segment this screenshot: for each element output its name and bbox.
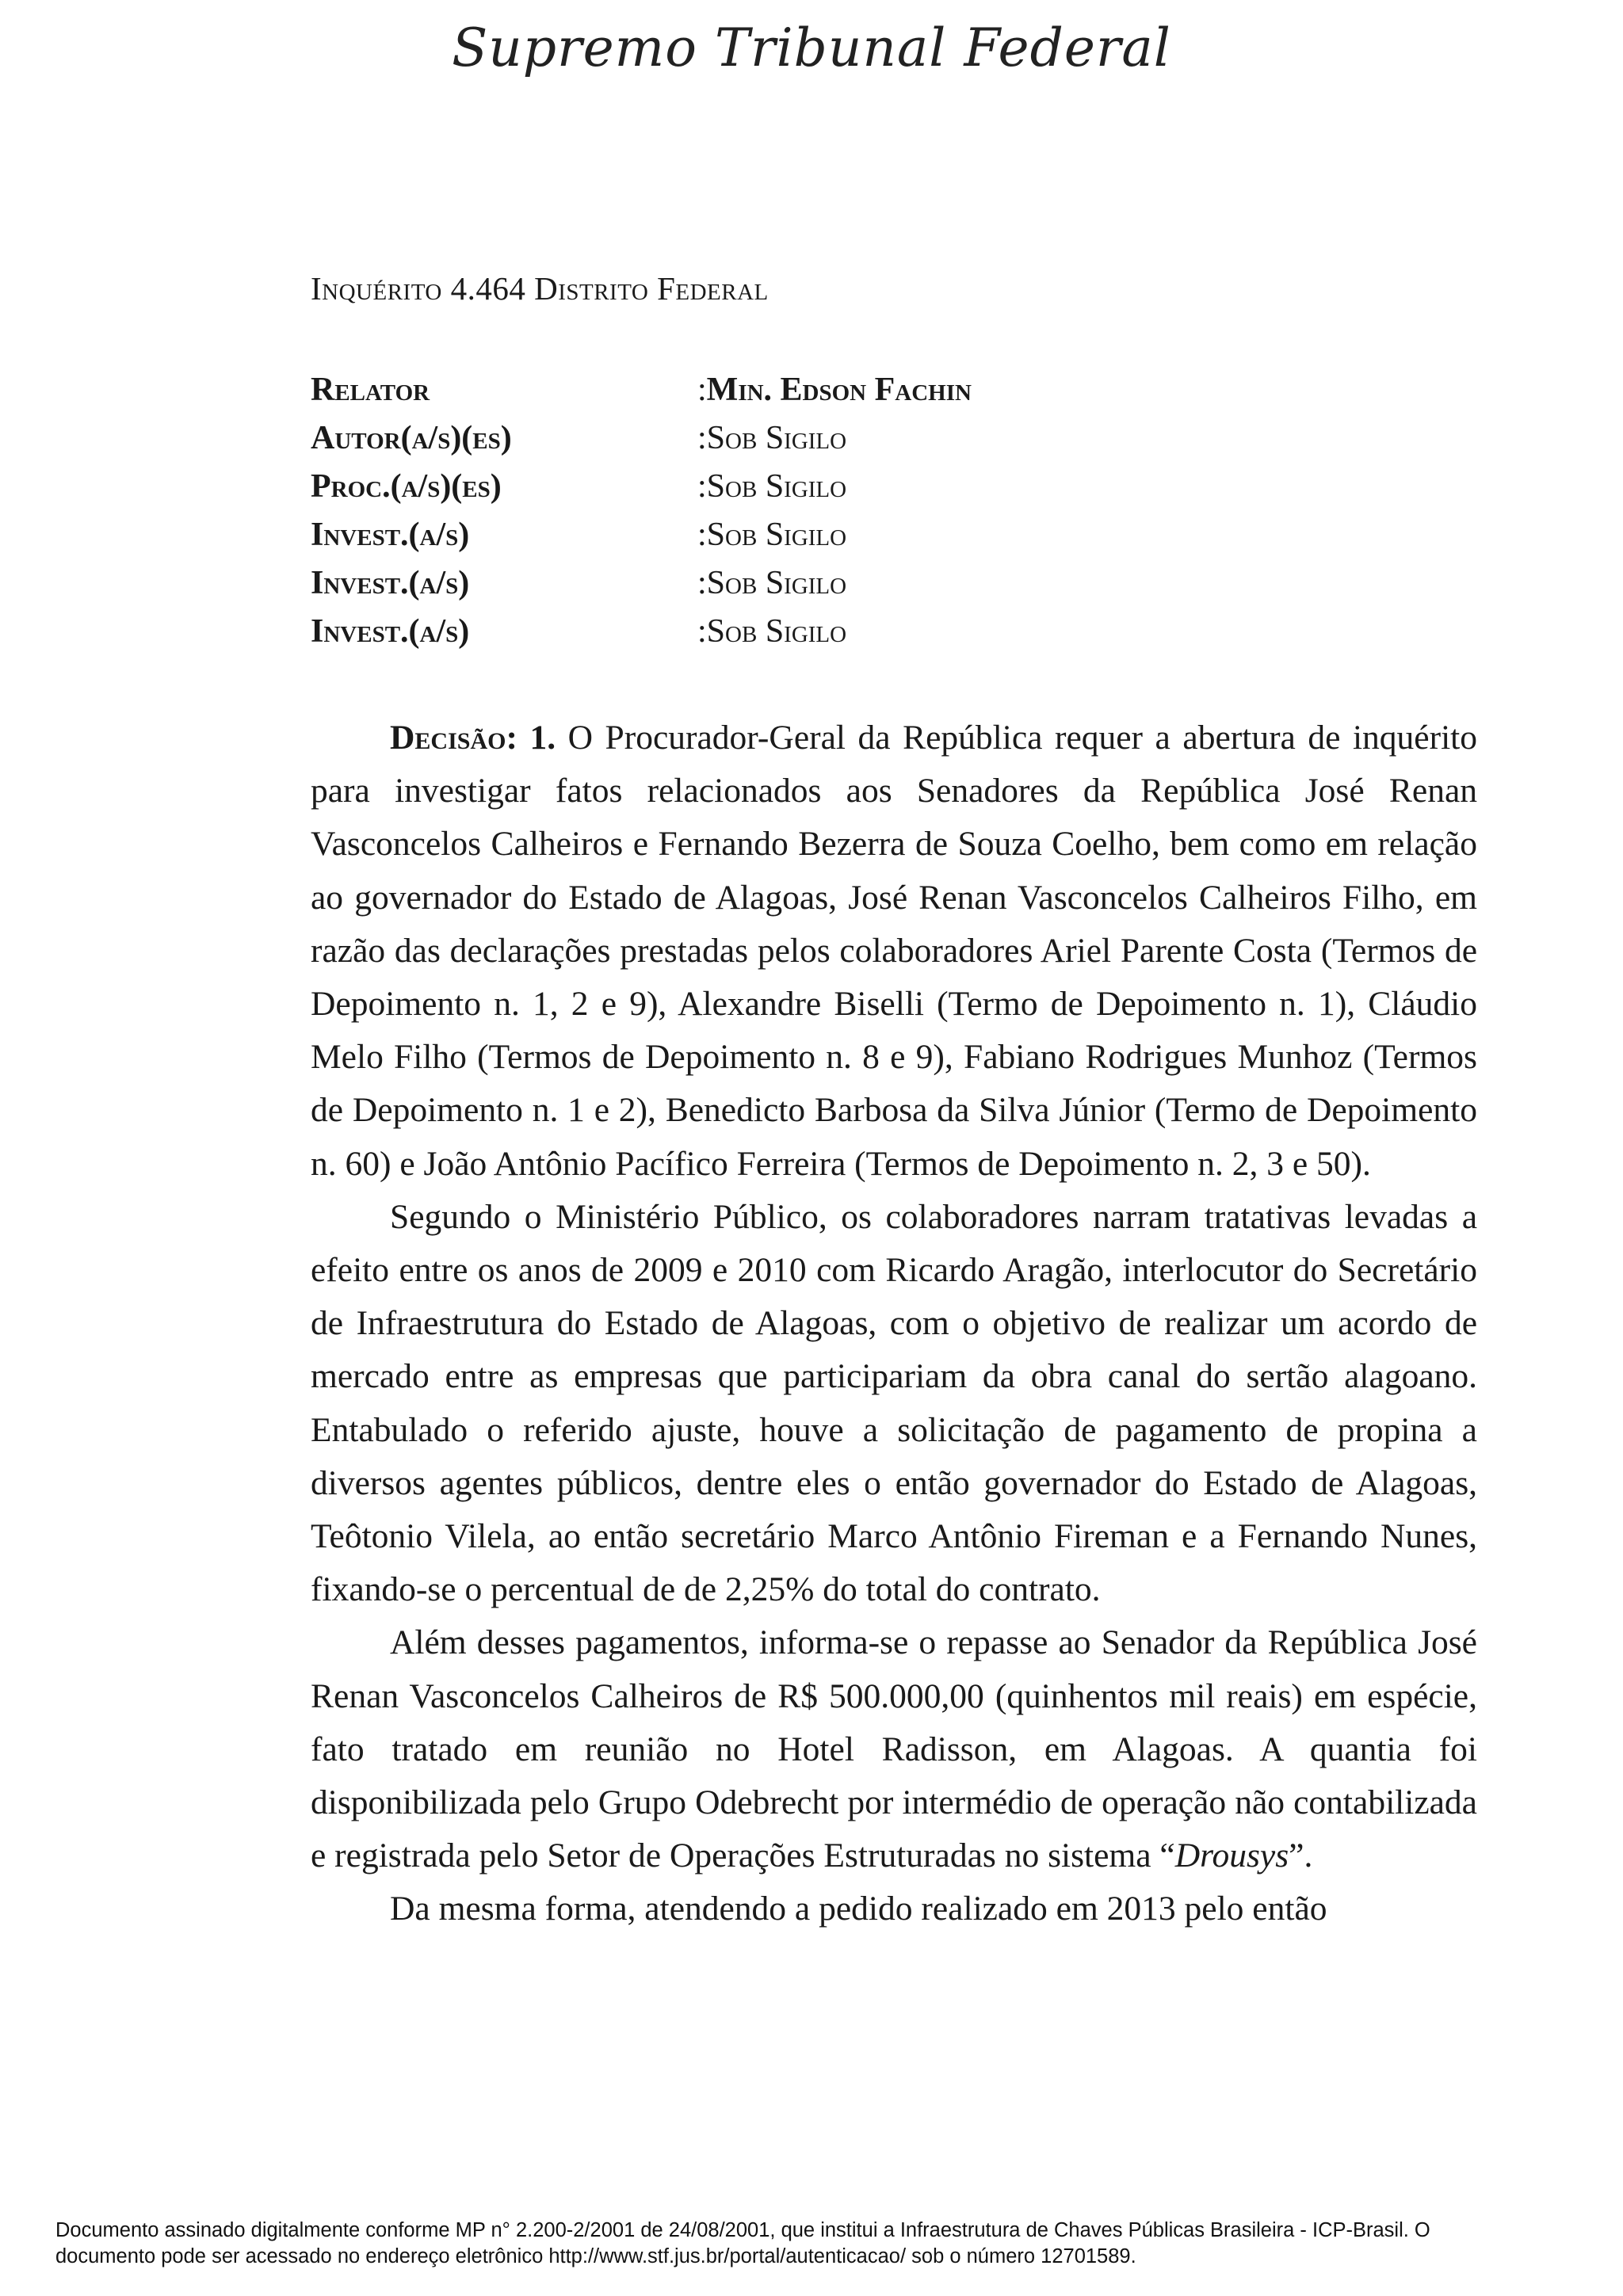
party-separator: : xyxy=(697,517,707,553)
footer-line-2: documento pode ser acessado no endereço eletrônico http://www.stf.jus.br/portal/autenticacao/ sob o número 12701589. xyxy=(55,2245,1136,2267)
party-separator: : xyxy=(697,420,707,456)
party-value: Sob Sigilo xyxy=(706,420,847,456)
decision-body xyxy=(311,711,1477,1936)
footer-line-1: Documento assinado digitalmente conforme MP n° 2.200-2/2001 de 24/08/2001, que institui a Infraestrutura de Chaves Públicas Brasileira - ICP-Brasil. O xyxy=(55,2219,1430,2241)
party-role: Invest.(a/s) xyxy=(311,565,470,601)
party-value: Sob Sigilo xyxy=(706,565,847,601)
party-role: Autor(a/s)(es) xyxy=(311,420,512,456)
party-row xyxy=(311,511,1484,559)
party-separator: : xyxy=(697,468,707,505)
party-row xyxy=(311,608,1484,656)
system-name: Drousys xyxy=(1174,1836,1289,1875)
party-value: Min. Edson Fachin xyxy=(706,372,972,408)
paragraph-1 xyxy=(311,711,1477,1191)
digital-signature-footer xyxy=(55,2218,1561,2270)
party-row xyxy=(311,366,1484,414)
party-role: Relator xyxy=(311,372,430,408)
party-role: Invest.(a/s) xyxy=(311,517,470,553)
page-title: Inquérito 4.464 Distrito Federal xyxy=(311,270,769,307)
decisao-label: Decisão: 1. xyxy=(390,719,556,757)
paragraph-3-end: ”. xyxy=(1289,1836,1313,1875)
party-separator: : xyxy=(697,372,707,408)
party-role: Proc.(a/s)(es) xyxy=(311,468,502,505)
party-separator: : xyxy=(697,613,707,650)
paragraph-3 xyxy=(311,1616,1477,1882)
party-value: Sob Sigilo xyxy=(706,613,847,650)
party-role: Invest.(a/s) xyxy=(311,613,470,650)
court-header: Supremo Tribunal Federal xyxy=(452,17,1171,78)
party-value: Sob Sigilo xyxy=(706,517,847,553)
paragraph-1-text: O Procurador-Geral da República requer a abertura de inquérito para investigar fatos relacionados aos Senadores da República José Renan Vasconcelos Calheiros e Fernando Bezerra de Souza Coelho, bem como em relação ao governador do Estado de Alagoas, José Renan Vasconcelos Calheiros Filho, em razão das declarações prestadas pelos colaboradores Ariel Parente Costa (Termos de Depoimento n. 1, 2 e 9), Alexandre Biselli (Termo de Depoimento n. 1), Cláudio Melo Filho (Termos de Depoimento n. 8 e 9), Fabiano Rodrigues Munhoz (Termos de Depoimento n. 1 e 2), Benedicto Barbosa da Silva Júnior (Termo de Depoimento n. 60) e João Antônio Pacífico Ferreira (Termos de Depoimento n. 2, 3 e 50). xyxy=(311,719,1477,1183)
party-value: Sob Sigilo xyxy=(706,468,847,505)
paragraph-2: Segundo o Ministério Público, os colaboradores narram tratativas levadas a efeito entre os anos de 2009 e 2010 com Ricardo Aragão, interlocutor do Secretário de Infraestrutura do Estado de Alagoas, com o objetivo de realizar um acordo de mercado entre as empresas que participariam da obra canal do sertão alagoano. Entabulado o referido ajuste, houve a solicitação de pagamento de propina a diversos agentes públicos, dentre eles o então governador do Estado de Alagoas, Teôtonio Vilela, ao então secretário Marco Antônio Fireman e a Fernando Nunes, fixando-se o percentual de de 2,25% do total do contrato. xyxy=(311,1197,1477,1609)
party-row xyxy=(311,559,1484,608)
parties-table xyxy=(311,366,1484,656)
party-separator: : xyxy=(697,565,707,601)
paragraph-4: Da mesma forma, atendendo a pedido realizado em 2013 pelo então xyxy=(390,1890,1327,1928)
party-row xyxy=(311,414,1484,463)
paragraph-3-start: Além desses pagamentos, informa-se o repasse ao Senador da República José Renan Vasconcelos Calheiros de R$ 500.000,00 (quinhentos mil reais) em espécie, fato tratado em reunião no Hotel Radisson, em Alagoas. A quantia foi disponibilizada pelo Grupo Odebrecht por intermédio de operação não contabilizada e registrada pelo Setor de Operações Estruturadas no sistema “ xyxy=(311,1623,1477,1875)
party-row xyxy=(311,463,1484,511)
